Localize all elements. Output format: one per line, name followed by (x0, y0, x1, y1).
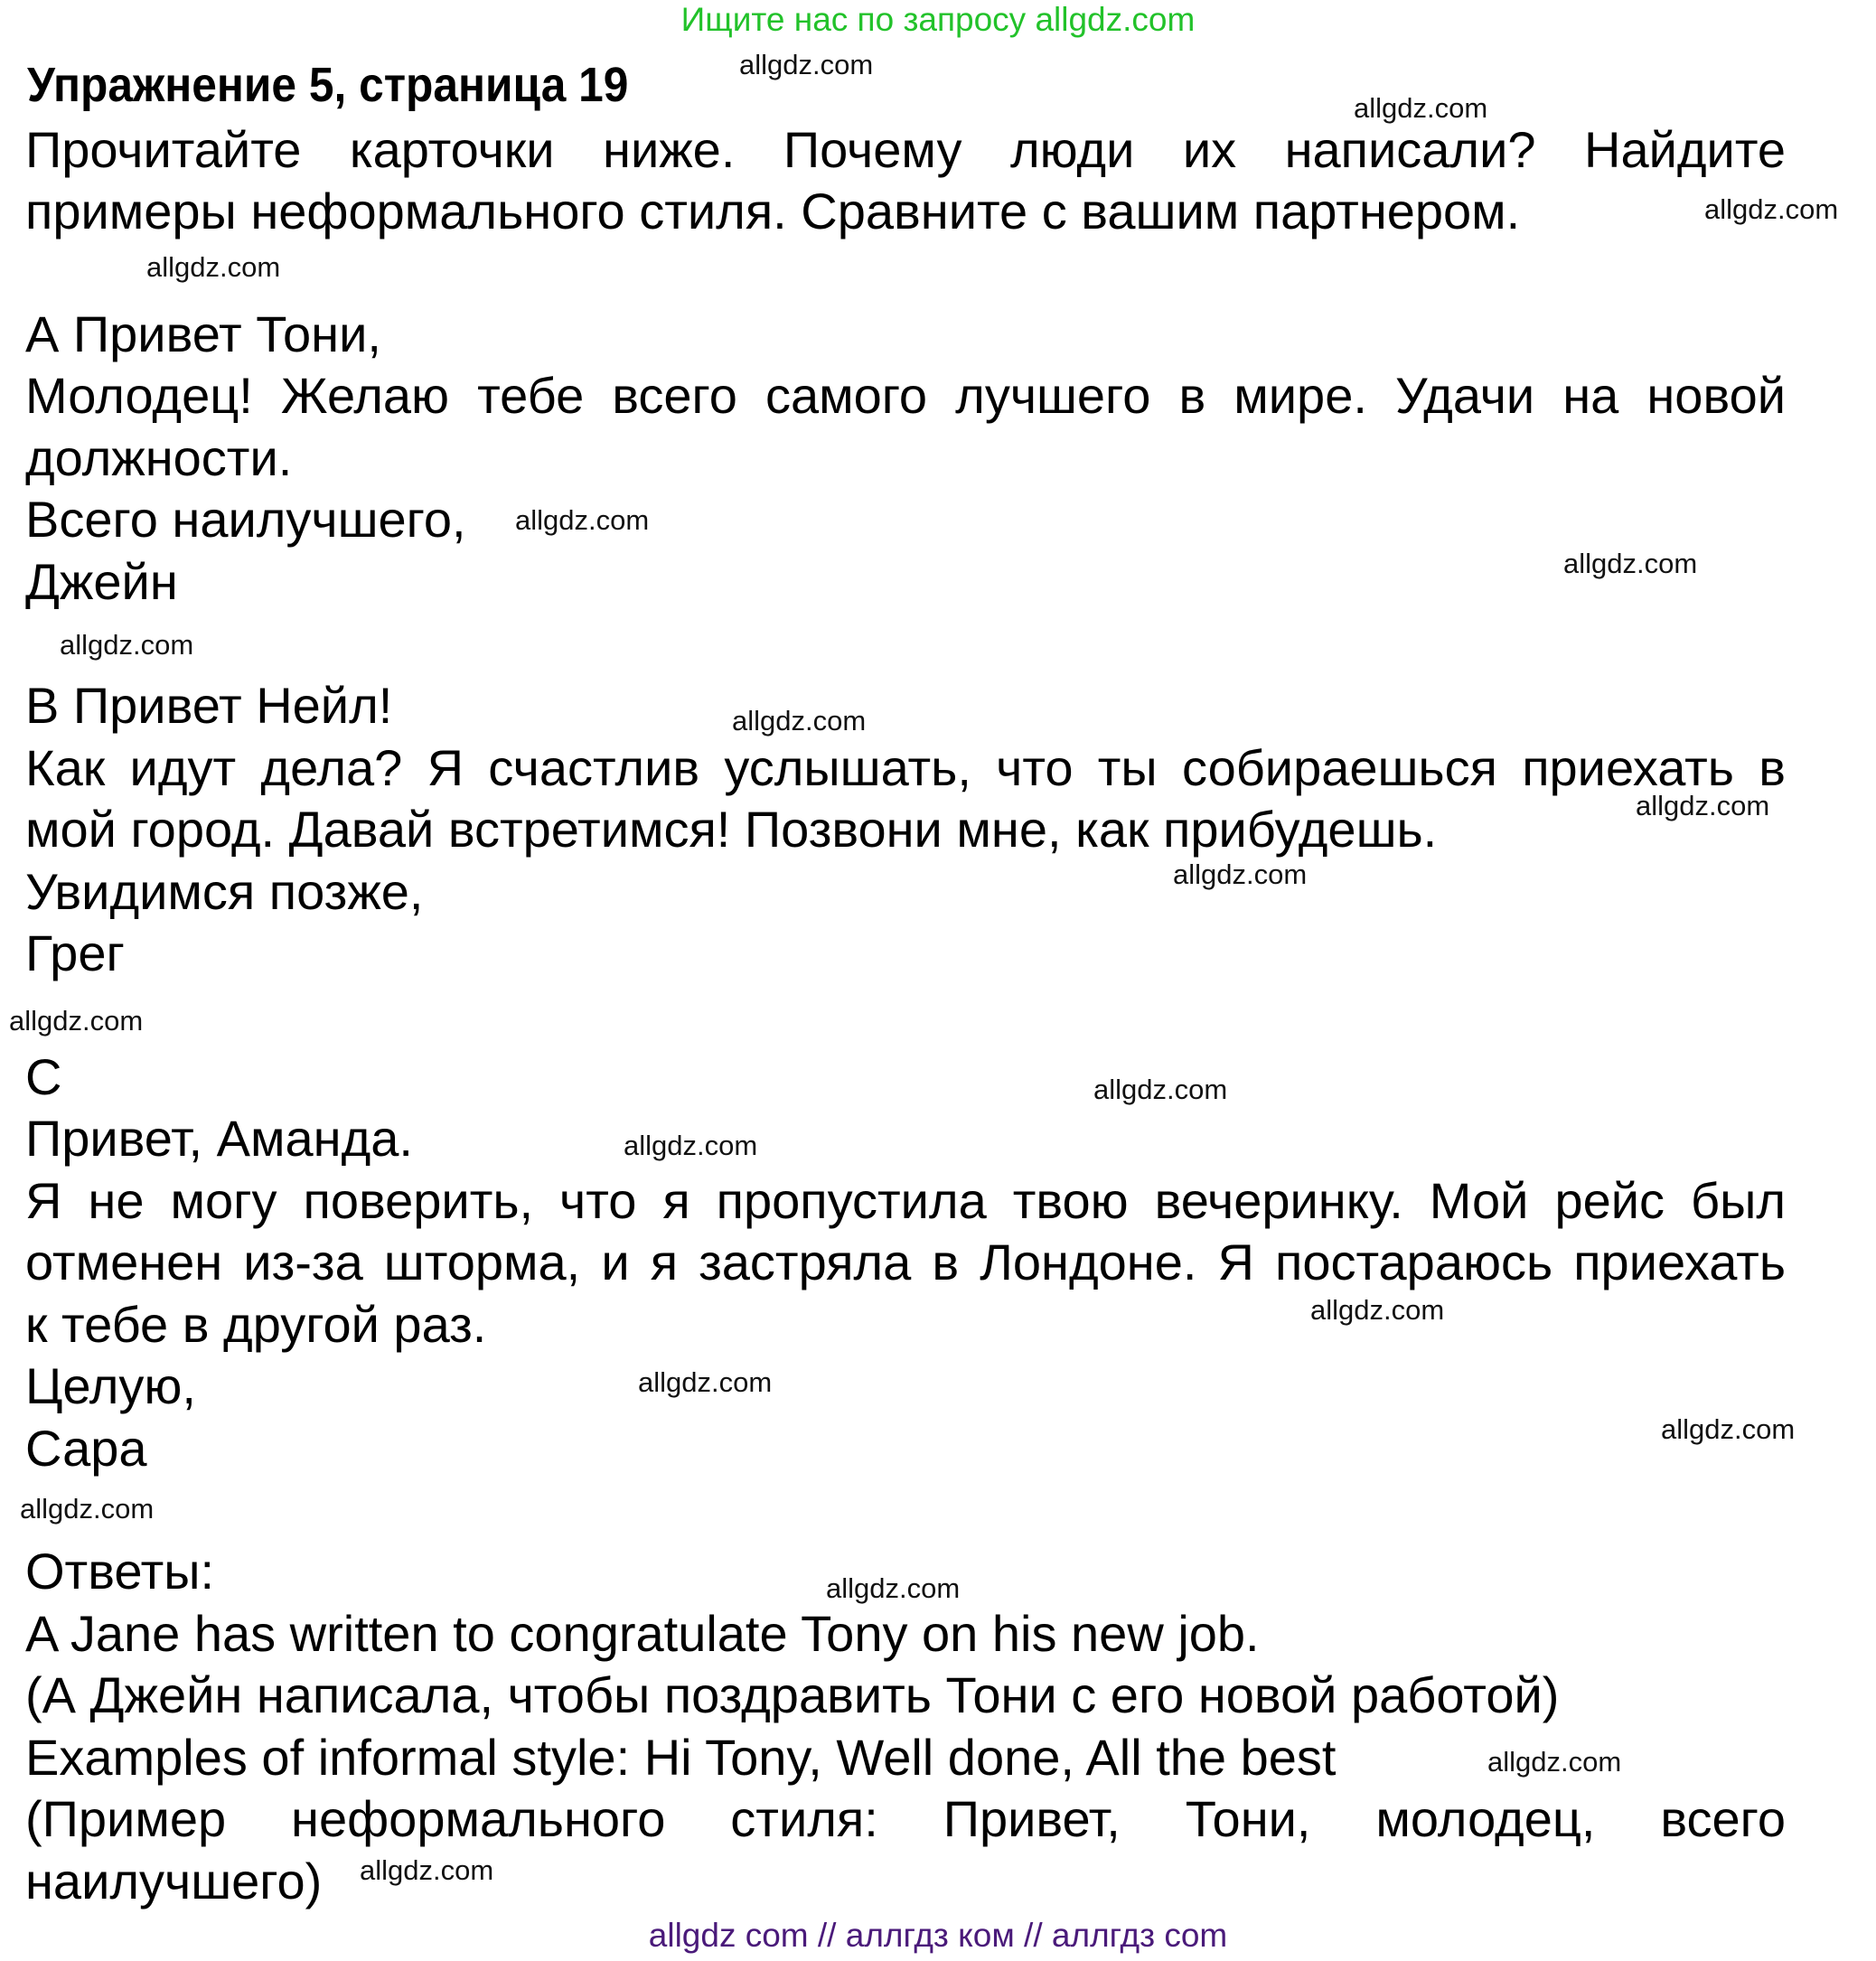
card-c-line-1: С (25, 1048, 62, 1105)
card-b-line-2: Как идут дела? Я счастлив услышать, что ты собираешься приехать в (25, 739, 1786, 796)
watermark: allgdz.com (360, 1854, 494, 1886)
watermark: allgdz.com (1487, 1746, 1622, 1778)
watermark: allgdz.com (1354, 92, 1488, 124)
watermark: allgdz.com (1661, 1413, 1796, 1445)
card-c-line-2: Привет, Аманда. (25, 1110, 413, 1167)
card-a-line-1: А Привет Тони, (25, 305, 381, 362)
watermark: allgdz.com (739, 49, 874, 80)
card-a-line-3: должности. (25, 429, 293, 486)
watermark: allgdz.com (1563, 548, 1698, 579)
watermark: allgdz.com (1310, 1294, 1445, 1326)
card-a-line-4: Всего наилучшего, (25, 491, 466, 548)
page-title: Упражнение 5, страница 19 (27, 58, 629, 112)
watermark: allgdz.com (20, 1493, 155, 1525)
watermark: allgdz.com (638, 1366, 773, 1398)
watermark: allgdz.com (624, 1130, 758, 1161)
watermark: allgdz.com (515, 504, 650, 536)
card-b-line-5: Грег (25, 924, 125, 981)
watermark: allgdz.com (1704, 193, 1839, 225)
card-a-line-2: Молодец! Желаю тебе всего самого лучшего в мире. Удачи на новой (25, 367, 1786, 424)
card-b-line-1: В Привет Нейл! (25, 677, 393, 734)
watermark: allgdz.com (826, 1572, 961, 1604)
instruction-line-1: Прочитайте карточки ниже. Почему люди их написали? Найдите (25, 121, 1786, 178)
footer-links: allgdz com // аллгдз ком // аллгдз com (648, 1917, 1228, 1954)
answers-heading: Ответы: (25, 1543, 215, 1600)
search-banner: Ищите нас по запросу allgdz.com (680, 1, 1196, 38)
answer-line-1: A Jane has written to congratulate Tony on his new job. (25, 1605, 1260, 1662)
card-a-line-5: Джейн (25, 553, 178, 610)
card-b-line-4: Увидимся позже, (25, 863, 424, 920)
instruction-line-2: примеры неформального стиля. Сравните с вашим партнером. (25, 183, 1521, 239)
watermark: allgdz.com (146, 251, 281, 283)
watermark: allgdz.com (1173, 859, 1308, 890)
answer-line-4: (Пример неформального стиля: Привет, Тони, молодец, всего (25, 1790, 1786, 1847)
watermark: allgdz.com (1636, 790, 1770, 821)
card-c-line-6: Целую, (25, 1357, 196, 1414)
card-c-line-5: к тебе в другой раз. (25, 1296, 487, 1353)
card-b-line-3: мой город. Давай встретимся! Позвони мне, как прибудешь. (25, 801, 1438, 858)
watermark: allgdz.com (732, 705, 867, 737)
answer-line-5: наилучшего) (25, 1853, 323, 1909)
card-c-line-7: Сара (25, 1420, 147, 1477)
answer-line-2: (А Джейн написала, чтобы поздравить Тони с его новой работой) (25, 1666, 1560, 1723)
watermark: allgdz.com (60, 629, 194, 661)
answer-line-3: Examples of informal style: Hi Tony, Well done, All the best (25, 1729, 1337, 1786)
card-c-line-3: Я не могу поверить, что я пропустила твою вечеринку. Мой рейс был (25, 1172, 1786, 1229)
watermark: allgdz.com (9, 1005, 144, 1037)
watermark: allgdz.com (1093, 1074, 1228, 1105)
card-c-line-4: отменен из-за шторма, и я застряла в Лондоне. Я постараюсь приехать (25, 1234, 1786, 1290)
